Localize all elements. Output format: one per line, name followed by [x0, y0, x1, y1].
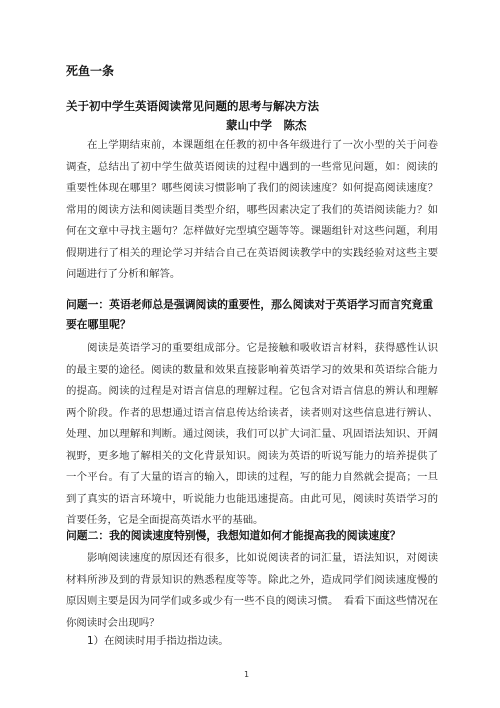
article-title: 关于初中学生英语阅读常见问题的思考与解决方法 [66, 99, 319, 113]
page-number: 1 [244, 670, 250, 679]
question-2-heading: 问题二：我的阅读速度特别慢，我想知道如何才能提高我的阅读速度？ [66, 529, 401, 542]
list-item: 1）在阅读时用手指边指边读。 [87, 635, 229, 647]
intro-paragraph: 在上学期结束前，本课题组在任教的初中各年级进行了一次小型的关于问卷调查，总结出了初中学生做英语阅读的过程中遇到的一些常见问题，如：阅读的重要性体现在哪里？哪些阅读习惯影响了我们的阅读速度？如何提高阅读速度？常用的阅读方法和阅读题目类型介绍，哪些因素决定了我们的英语阅读能力？如何在文章中寻找主题句？怎样做好完型填空题等等。课题组针对这些问题，利用假期进行了相关的理论学习并结合自己在英语阅读教学中的实践经验对这些主要问题进行了分析和解答。 [66, 139, 438, 280]
question-1-heading: 问题一：英语老师总是强调阅读的重要性，那么阅读对于英语学习而言究竟重要在哪里呢？ [66, 298, 434, 331]
author-line: 蒙山中学 陈杰 [226, 118, 307, 132]
question-2-body: 影响阅读速度的原因还有很多，比如说阅读者的词汇量，语法知识，对阅读材料所涉及到的背景知识的熟悉程度等等。除此之外，造成同学们阅读速度慢的原因则主要是因为同学们或多或少有一些不良的阅读习惯。 看看下面这些情况在你阅读时会出现吗？ [66, 552, 438, 629]
page-header: 死鱼一条 [66, 64, 115, 78]
question-1-body: 阅读是英语学习的重要组成部分。它是接触和吸收语言材料，获得感性认识的最主要的途径。阅读的数量和效果直接影响着英语学习的效果和英语综合能力的提高。阅读的过程是对语言信息的理解过程。它包含对语言信息的辨认和理解两个阶段。作者的思想通过语言信息传达给读者，读者则对这些信息进行辨认、处理、加以理解和判断。通过阅读，我们可以扩大词汇量、巩固语法知识、开阔视野，更多地了解相关的文化背景知识。阅读为英语的听说写能力的培养提供了一个平台。有了大量的语言的输入，即读的过程，写的能力自然就会提高；一旦到了真实的语言环境中，听说能力也能迅速提高。由此可见，阅读时英语学习的首要任务，它是全面提高英语水平的基础。 [66, 342, 438, 526]
